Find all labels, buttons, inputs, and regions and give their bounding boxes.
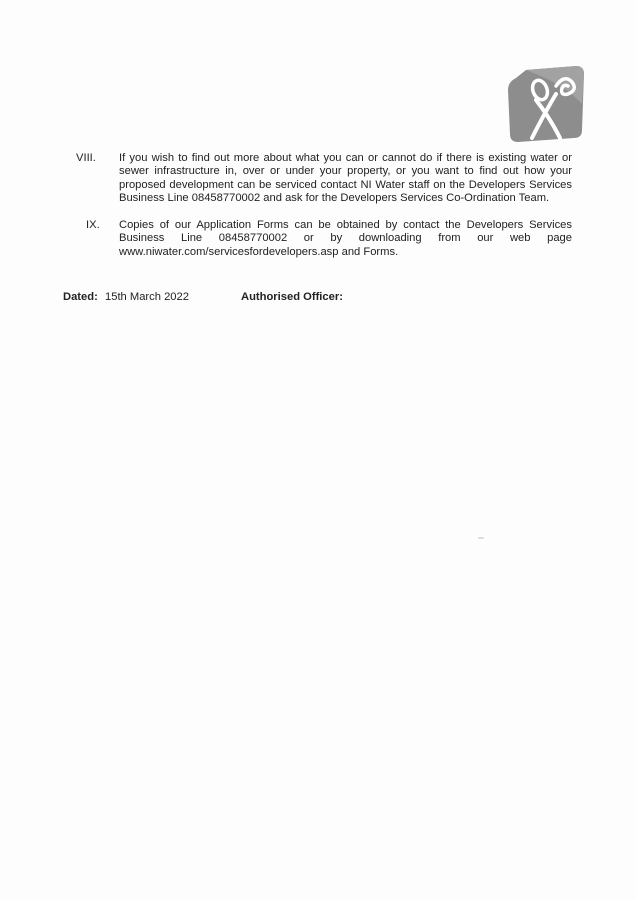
dated-value: 15th March 2022	[105, 291, 189, 303]
list-item	[76, 152, 572, 206]
list-item-text: If you wish to find out more about what you can or cannot do if there is existing water or sewer infrastructure in, over or under your property, or you want to find out how your proposed development can be serviced contact NI Water staff on the Developers Services Business Line 08458770002 and ask for the Developers Services Co-Ordination Team.	[119, 152, 572, 205]
dated-label: Dated:	[63, 291, 98, 303]
scan-speck	[478, 537, 484, 539]
ni-water-logo-icon	[504, 64, 586, 144]
list-item-numeral: VIII.	[76, 152, 96, 164]
list-item-text: Copies of our Application Forms can be obtained by contact the Developers Services Business Line 08458770002 or by downloading from our web page www.niwater.com/servicesfordevelopers.asp and Forms.	[119, 219, 572, 258]
list-item-numeral: IX.	[86, 219, 100, 231]
list-item	[76, 219, 572, 259]
authorised-officer-label: Authorised Officer:	[241, 291, 343, 303]
